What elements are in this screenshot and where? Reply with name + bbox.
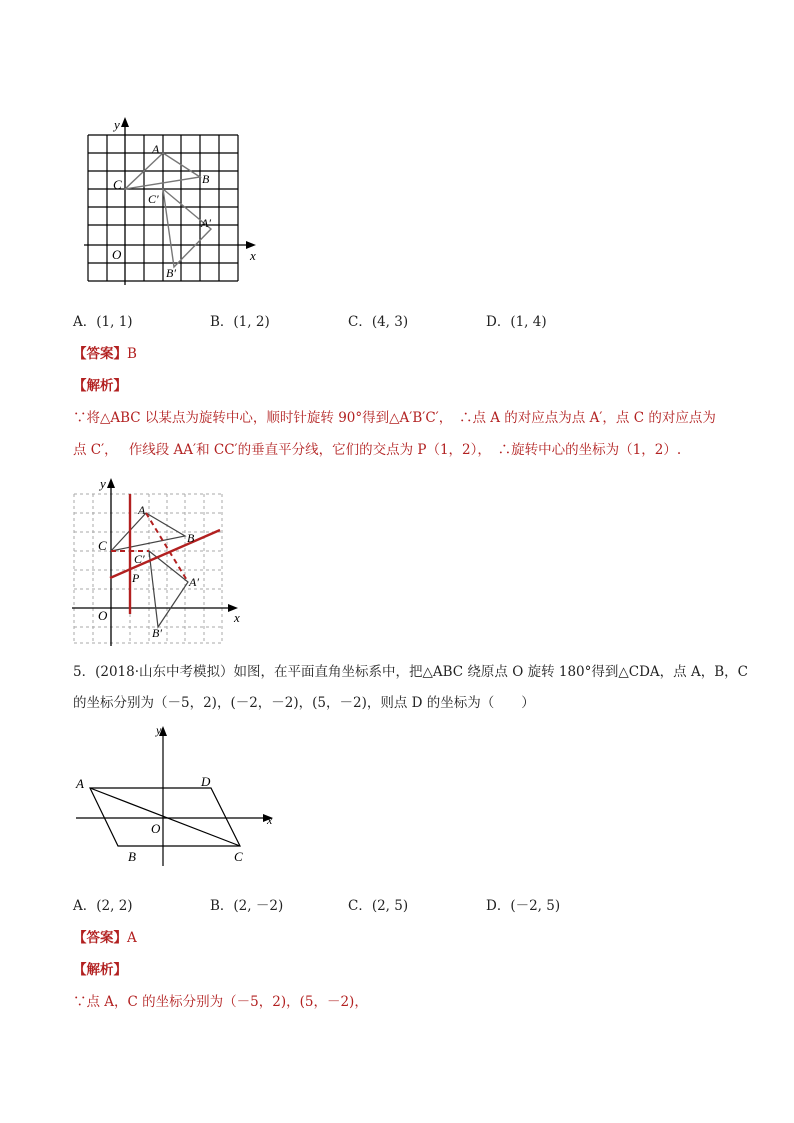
label-b: B [128, 849, 136, 864]
label-c-prime: C′ [148, 192, 159, 206]
q4-answer [73, 345, 137, 363]
label-b: B [187, 531, 195, 545]
label-b-prime: B′ [152, 626, 162, 640]
label-c: C [234, 849, 243, 864]
q5-option-c: C．(2, 5) [348, 898, 409, 914]
q5-option-a: A．(2, 2) [73, 898, 133, 914]
q5-answer [73, 929, 137, 947]
label-y: y [114, 117, 120, 132]
q4-option-a: A．(1, 1) [73, 314, 133, 330]
label-b: B [202, 172, 210, 186]
label-d: D [201, 774, 211, 789]
label-x: x [250, 248, 256, 263]
q5-question-line-2: 的坐标分别为（－5，2)，(－2，－2)，(5，－2)，则点 D 的坐标为（ ） [73, 695, 535, 711]
label-o: O [98, 608, 108, 623]
q4-option-b: B．(1, 2) [210, 314, 270, 330]
q4-answer-label: 【答案】 [73, 346, 127, 362]
label-a-prime: A′ [201, 216, 211, 230]
figure-parallelogram [70, 720, 285, 870]
label-x: x [267, 813, 273, 827]
label-y: y [100, 478, 106, 491]
q5-question-line-1: 5．(2018·山东中考模拟）如图，在平面直角坐标系中，把△ABC 绕原点 O 旋转 180°得到△CDA，点 A，B，C [73, 664, 748, 680]
q5-option-d: D．(－2, 5) [486, 898, 561, 914]
q5-analysis-label: 【解析】 [73, 962, 127, 978]
q4-option-c: C．(4, 3) [348, 314, 409, 330]
figure-solution-grid [70, 478, 250, 648]
q5-option-b: B．(2, －2) [210, 898, 284, 914]
label-x: x [234, 610, 240, 625]
figure-rotation-grid [80, 115, 270, 295]
label-y: y [156, 723, 162, 737]
q5-analysis-line-1: ∵点 A，C 的坐标分别为（－5，2)，(5，－2)， [73, 994, 368, 1010]
label-b-prime: B′ [166, 266, 176, 280]
q5-answer-value: A [127, 930, 137, 946]
label-c: C [98, 538, 107, 553]
label-o: O [151, 821, 161, 836]
q4-answer-value: B [127, 346, 137, 362]
label-a: A [76, 776, 84, 791]
q4-analysis-line-1: ∵将△ABC 以某点为旋转中心，顺时针旋转 90°得到△A′B′C′， ∴点 A 的对应点为点 A′，点 C 的对应点为 [73, 410, 716, 426]
label-c: C [113, 177, 122, 192]
q4-analysis-line-2: 点 C′， 作线段 AA′和 CC′的垂直平分线，它们的交点为 P（1，2）， ∴旋转中心的坐标为（1，2）. [73, 442, 682, 458]
label-a-prime: A′ [189, 575, 199, 589]
q5-answer-label: 【答案】 [73, 930, 127, 946]
label-a: A [152, 142, 160, 156]
label-c-prime: C′ [134, 552, 145, 566]
label-a: A [138, 503, 146, 517]
label-o: O [112, 247, 122, 262]
q4-option-d: D．(1, 4) [486, 314, 547, 330]
q4-analysis-label: 【解析】 [73, 378, 127, 394]
label-p: P [132, 571, 140, 585]
